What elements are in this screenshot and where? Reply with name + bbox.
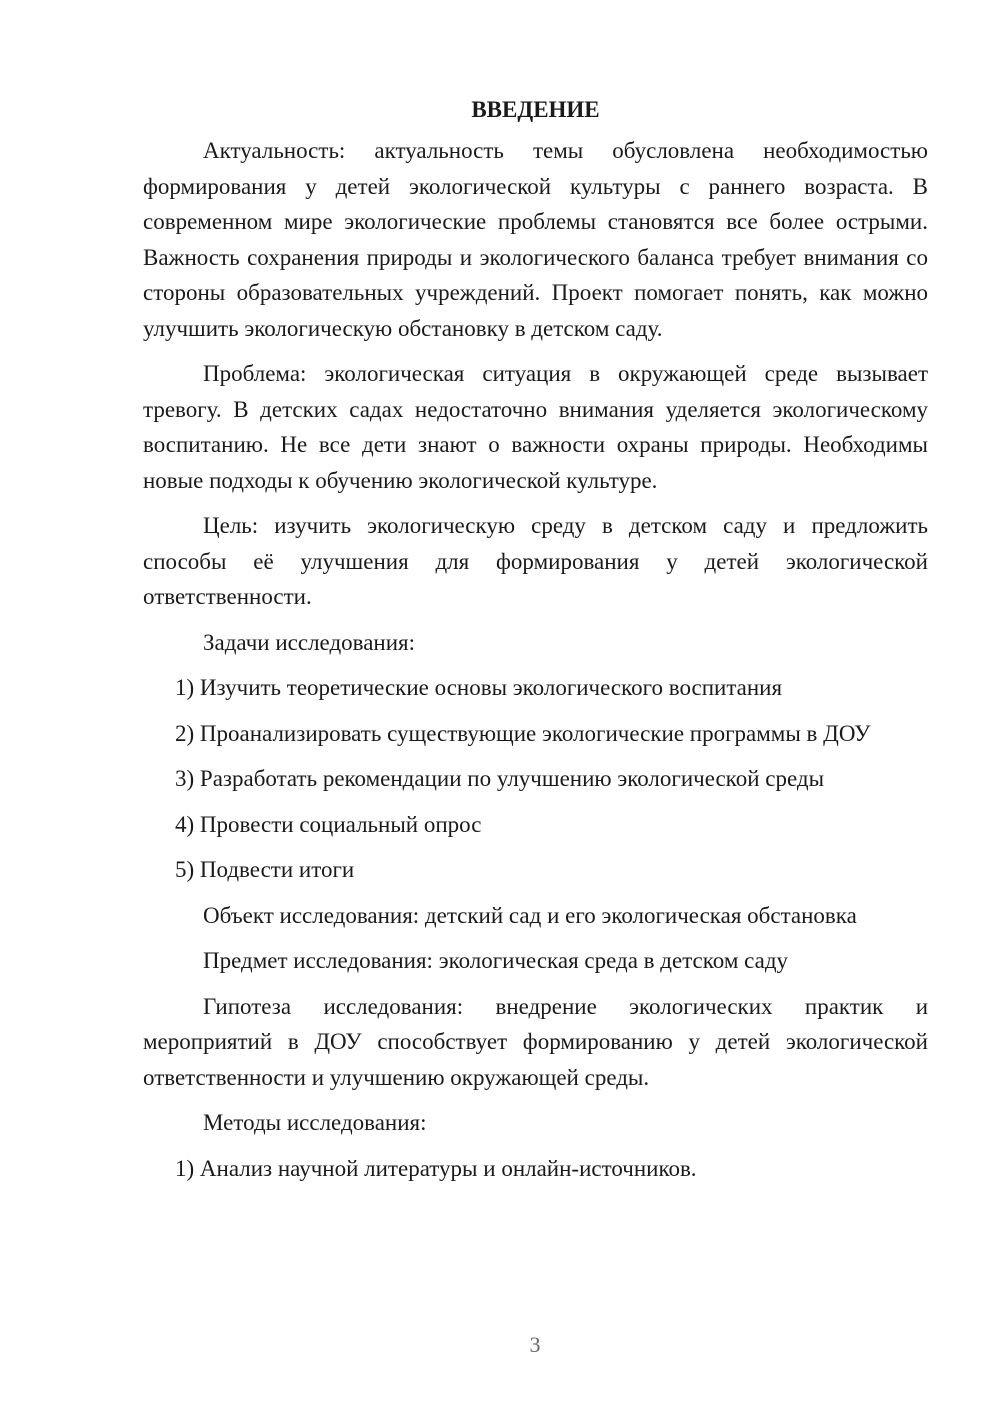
task-item: 3) Разработать рекомендации по улучшению экологической среды bbox=[175, 766, 825, 791]
paragraph-hypothesis: Гипотеза исследования: внедрение экологических практик и мероприятий в ДОУ способствует формированию у детей экологической ответственности и улучшению окружающей среды. bbox=[143, 993, 928, 1090]
task-item: 2) Проанализировать существующие экологические программы в ДОУ bbox=[175, 720, 871, 746]
paragraph-relevance: Актуальность: актуальность темы обусловлена необходимостью формирования у детей экологической культуры с раннего возраста. В современном мире экологические проблемы становятся все более острыми. Важность сохранения природы и экологического баланса требует внимания со стороны образовательных учреждений. Проект помогает понять, как можно улучшить экологическую обстановку в детском саду. bbox=[143, 138, 928, 341]
tasks-title: Задачи исследования: bbox=[203, 629, 416, 655]
paragraph-goal: Цель: изучить экологическую среду в детском саду и предложить способы её улучшения для формирования у детей экологической ответственности. bbox=[143, 513, 928, 609]
method-item: 1) Анализ научной литературы и онлайн-источников. bbox=[175, 1155, 697, 1181]
paragraph-object: Объект исследования: детский сад и его экологическая обстановка bbox=[203, 902, 857, 928]
task-item: 1) Изучить теоретические основы экологического воспитания bbox=[175, 675, 783, 700]
task-item: 4) Провести социальный опрос bbox=[175, 811, 482, 837]
page-content bbox=[143, 92, 928, 1196]
paragraph-problem: Проблема: экологическая ситуация в окружающей среде вызывает тревогу. В детских садах недостаточно внимания уделяется экологическому воспитанию. Не все дети знают о важности охраны природы. Необходимы новые подходы к обучению экологической культуре. bbox=[143, 361, 928, 493]
paragraph-subject: Предмет исследования: экологическая среда в детском саду bbox=[203, 948, 789, 973]
page-number: 3 bbox=[529, 1332, 541, 1357]
task-item: 5) Подвести итоги bbox=[175, 857, 355, 882]
methods-title: Методы исследования: bbox=[203, 1110, 427, 1135]
section-heading: ВВЕДЕНИЕ bbox=[471, 97, 600, 122]
